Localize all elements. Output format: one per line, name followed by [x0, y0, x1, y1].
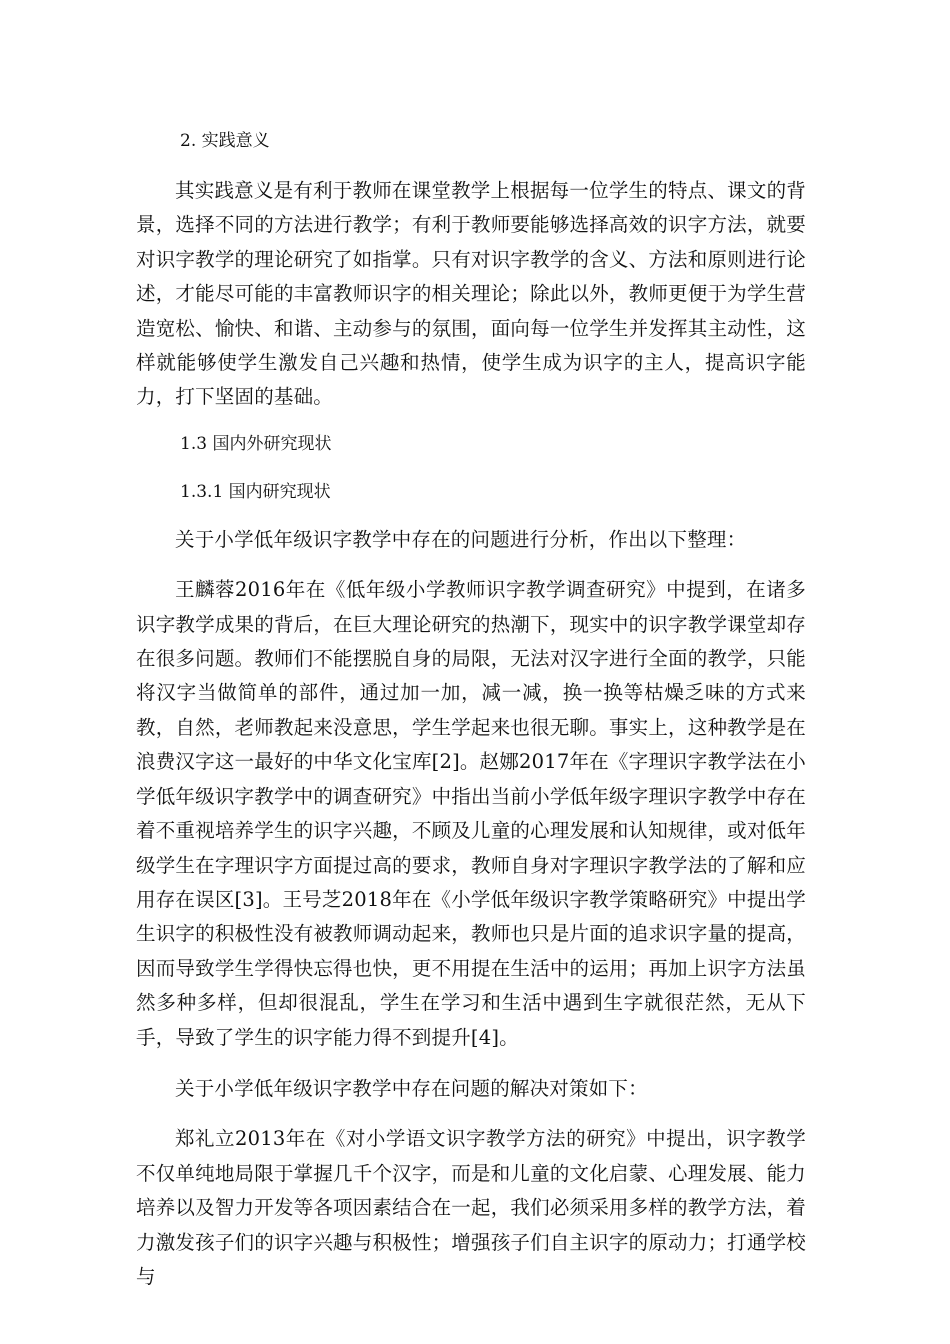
paragraph-solutions-intro: 关于小学低年级识字教学中存在问题的解决对策如下：: [175, 1076, 648, 1100]
document-page: [136, 128, 806, 1294]
paragraph-practice-significance: 其实践意义是有利于教师在课堂教学上根据每一位学生的特点、课文的背景，选择不同的方法进行教学；有利于教师要能够选择高效的识字方法，就要对识字教学的理论研究了如指掌。只有对识字教学的含义、方法和原则进行论述，才能尽可能的丰富教师识字的相关理论；除此以外，教师更便于为学生营造宽松、愉快、和谐、主动参与的氛围，面向每一位学生并发挥其主动性，这样就能够使学生激发自己兴趣和热情，使学生成为识字的主人，提高识字能力，打下坚固的基础。: [136, 179, 806, 409]
paragraph-literature-solutions: 郑礼立2013年在《对小学语文识字教学方法的研究》中提出，识字教学不仅单纯地局限于掌握几千个汉字，而是和儿童的文化启蒙、心理发展、能力培养以及智力开发等各项因素结合在一起，我们必须采用多样的教学方法，着力激发孩子们的识字兴趣与积极性；增强孩子们自主识字的原动力；打通学校与: [136, 1127, 806, 1288]
paragraph-problems-intro: 关于小学低年级识字教学中存在的问题进行分析，作出以下整理：: [175, 527, 747, 551]
section-heading-research-status: 1.3 国内外研究现状: [180, 433, 332, 454]
subsection-heading-domestic-status: 1.3.1 国内研究现状: [180, 481, 331, 502]
section-heading-practice-significance: 2. 实践意义: [180, 131, 270, 151]
paragraph-literature-problems: 王麟蓉2016年在《低年级小学教师识字教学调查研究》中提到，在诸多识字教学成果的背后，在巨大理论研究的热潮下，现实中的识字教学课堂却存在很多问题。教师们不能摆脱自身的局限，无法对汉字进行全面的教学，只能将汉字当做简单的部件，通过加一加，减一减，换一换等枯燥乏味的方式来教，自然，老师教起来没意思，学生学起来也很无聊。事实上，这种教学是在浪费汉字这一最好的中华文化宝库[2]。赵娜2017年在《字理识字教学法在小学低年级识字教学中的调查研究》中指出当前小学低年级字理识字教学中存在着不重视培养学生的识字兴趣，不顾及儿童的心理发展和认知规律，或对低年级学生在字理识字方面提过高的要求，教师自身对字理识字教学法的了解和应用存在误区[3]。王号芝2018年在《小学低年级识字教学策略研究》中提出学生识字的积极性没有被教师调动起来，教师也只是片面的追求识字量的提高，因而导致学生学得快忘得也快，更不用提在生活中的运用；再加上识字方法虽然多种多样，但却很混乱，学生在学习和生活中遇到生字就很茫然，无从下手，导致了学生的识字能力得不到提升[4]。: [136, 578, 806, 1049]
